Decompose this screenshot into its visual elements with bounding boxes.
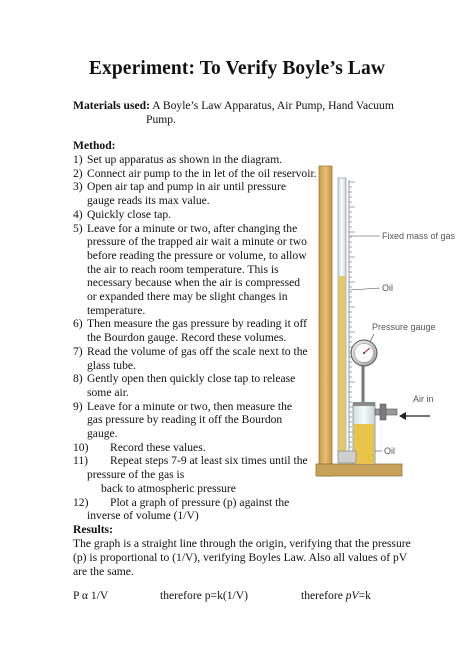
step-text-line: the air to reach room temperature. This is bbox=[87, 262, 279, 276]
step-number: 3) bbox=[73, 180, 83, 194]
step-text bbox=[87, 167, 317, 181]
bottom-connector bbox=[338, 451, 356, 463]
step-text-line: Read the volume of gas off the scale next to the bbox=[87, 344, 308, 358]
formula-pv-prefix: therefore bbox=[301, 589, 346, 602]
step-number: 9) bbox=[73, 399, 83, 413]
air-in-arrow bbox=[399, 412, 430, 420]
results-line-1: The graph is a straight line through the origin, verifying that the pressure bbox=[73, 537, 411, 550]
step-number: 1) bbox=[73, 153, 83, 166]
step-text bbox=[87, 495, 290, 523]
step-text-line: Record these values. bbox=[110, 440, 206, 454]
step-text bbox=[87, 372, 295, 399]
step-text-line: pressure of the trapped air wait a minute or two bbox=[87, 235, 307, 249]
step-text-line: Leave for a minute or two, then measure the bbox=[87, 399, 293, 413]
step-text-line: Open air tap and pump in air until pressure bbox=[87, 180, 286, 194]
wooden-stand bbox=[319, 166, 332, 476]
step-text bbox=[87, 454, 308, 495]
step-text bbox=[87, 222, 307, 318]
step-number: 12) bbox=[73, 495, 89, 509]
step-text-line: back to atmospheric pressure bbox=[101, 481, 236, 495]
step-text-line: gauge. bbox=[87, 427, 118, 440]
step-text bbox=[87, 345, 308, 372]
document-title: Experiment: To Verify Boyle’s Law bbox=[88, 58, 386, 79]
step-text-line: Leave for a minute or two, after changing the bbox=[87, 221, 298, 235]
results-line-2: (p) is proportional to (1/V), verifying Boyles Law. Also all values of pV bbox=[73, 551, 408, 564]
method-heading: Method: bbox=[73, 139, 116, 152]
stand-base bbox=[316, 464, 402, 476]
formula-proportional: P α 1/V bbox=[73, 589, 109, 602]
step-number: 7) bbox=[73, 344, 83, 358]
boyles-law-apparatus-diagram bbox=[300, 158, 474, 488]
step-number: 8) bbox=[73, 372, 83, 386]
step-text bbox=[87, 208, 171, 222]
step-text-line: glass tube. bbox=[87, 358, 136, 372]
step-text-line: temperature. bbox=[87, 303, 146, 317]
step-text bbox=[87, 180, 286, 207]
results-line-3: are the same. bbox=[73, 565, 134, 578]
label-air-in: Air in bbox=[413, 394, 434, 404]
step-text-line: gas pressure by reading it off the Bourdon bbox=[87, 413, 283, 427]
step-text bbox=[87, 400, 292, 441]
step-number: 4) bbox=[73, 207, 83, 221]
step-text-line: Quickly close tap. bbox=[87, 207, 172, 221]
step-text-line: Repeat steps 7-9 at least six times until the bbox=[110, 454, 308, 468]
formula-pv-suffix: =k bbox=[358, 589, 371, 602]
step-number: 5) bbox=[73, 221, 83, 235]
step-text-line: gauge reads its max value. bbox=[87, 194, 210, 208]
step-text bbox=[87, 153, 282, 167]
pressure-gauge bbox=[351, 340, 377, 366]
formula-pv-italic: pV bbox=[345, 589, 359, 602]
materials-line-2: Pump. bbox=[146, 113, 176, 126]
step-text-line: some air. bbox=[87, 385, 129, 399]
step-text-line: inverse of volume (1/V) bbox=[87, 509, 199, 523]
step-text bbox=[87, 317, 307, 344]
step-text-line: necessary because when the air is compressed bbox=[87, 276, 301, 290]
step-text-line: Connect air pump to the in let of the oil reservoir. bbox=[87, 166, 317, 180]
results-heading: Results: bbox=[73, 523, 113, 536]
step-text-line: pressure of the gas is bbox=[87, 468, 185, 482]
label-pressure-gauge: Pressure gauge bbox=[372, 322, 436, 332]
step-number: 11) bbox=[73, 454, 89, 468]
label-oil-upper: Oil bbox=[382, 283, 393, 293]
materials-text: A Boyle’s Law Apparatus, Air Pump, Hand Vacuum bbox=[152, 99, 394, 112]
label-oil-lower: Oil bbox=[384, 446, 395, 456]
step-number: 10) bbox=[73, 440, 89, 454]
label-fixed-mass-of-gas: Fixed mass of gas bbox=[382, 231, 456, 241]
step-text-line: or expanded there may be slight changes in bbox=[87, 290, 288, 304]
air-inlet-valve bbox=[375, 404, 397, 420]
materials-label: Materials used: bbox=[73, 99, 150, 112]
step-text-line: Then measure the gas pressure by reading it off bbox=[87, 317, 307, 331]
oil-column bbox=[339, 276, 345, 456]
step-text-line: Set up apparatus as shown in the diagram. bbox=[87, 153, 283, 166]
formula-pv-constant bbox=[301, 589, 371, 603]
step-text bbox=[110, 441, 206, 455]
step-number: 6) bbox=[73, 317, 83, 331]
step-number: 2) bbox=[73, 166, 83, 180]
formula-p-equals: therefore p=k(1/V) bbox=[160, 589, 248, 602]
step-text-line: before reading the pressure or volume, to allow bbox=[87, 248, 307, 262]
step-text-line: the Bourdon gauge. Record these volumes. bbox=[87, 331, 287, 345]
step-text-line: Gently open then quickly close tap to release bbox=[87, 372, 296, 386]
step-text-line: Plot a graph of pressure (p) against the bbox=[110, 495, 290, 509]
materials-line-1 bbox=[73, 99, 394, 113]
